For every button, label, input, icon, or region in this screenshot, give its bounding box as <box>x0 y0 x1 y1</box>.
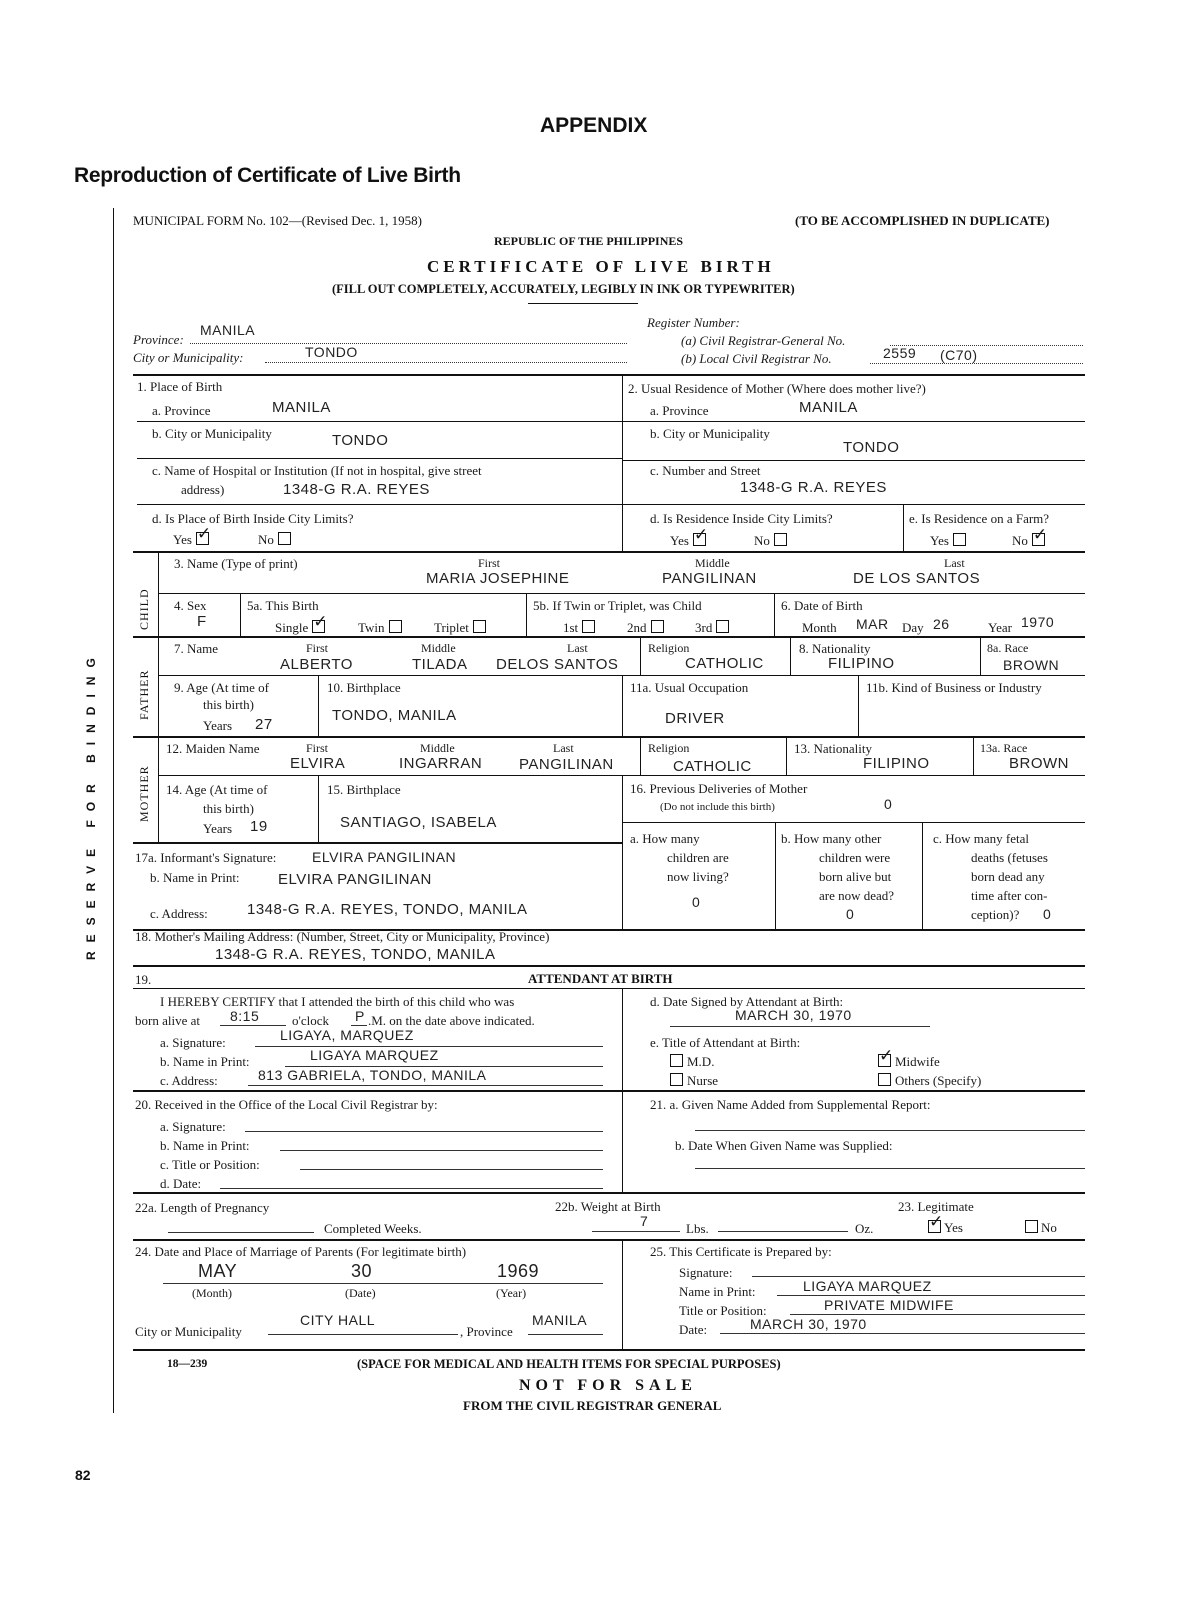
living-label-1: a. How many <box>630 831 700 846</box>
local-registrar-number: 2559 <box>883 345 917 361</box>
father-age-label: 9. Age (At time of <box>174 680 269 695</box>
legitimate-yes-checkbox[interactable] <box>928 1220 941 1233</box>
nurse-option: Nurse <box>670 1073 718 1089</box>
prepared-signature-label: Signature: <box>679 1265 733 1280</box>
dob-year-label: Year <box>988 620 1012 635</box>
previous-deliveries-note: (Do not include this birth) <box>660 801 775 813</box>
pregnancy-length-label: 22a. Length of Pregnancy <box>135 1200 270 1215</box>
pob-province-label: a. Province <box>152 403 211 418</box>
res-inside-no: No <box>754 533 787 549</box>
child-middle-name: PANGILINAN <box>662 570 757 587</box>
marriage-province-label: , Province <box>460 1324 513 1339</box>
sex-label: 4. Sex <box>174 598 207 613</box>
weight-label: 22b. Weight at Birth <box>555 1199 661 1214</box>
father-birthplace-label: 10. Birthplace <box>327 680 401 695</box>
father-name-label: 7. Name <box>174 641 219 656</box>
father-section-label: FATHER <box>137 669 151 720</box>
weight-lbs: 7 <box>640 1213 649 1229</box>
given-name-label: 21. a. Given Name Added from Supplemental Report: <box>650 1097 931 1112</box>
father-years-label: Years <box>203 718 233 733</box>
registrar-date-label: d. Date: <box>160 1176 202 1191</box>
certificate-title: CERTIFICATE OF LIVE BIRTH <box>427 257 775 276</box>
dob-day: 26 <box>933 616 950 632</box>
dead-children-label <box>781 829 894 905</box>
twin-order-label: 5b. If Twin or Triplet, was Child <box>533 598 702 613</box>
instruction: (FILL OUT COMPLETELY, ACCURATELY, LEGIBLY IN INK OR TYPEWRITER) <box>332 282 795 296</box>
res-farm-no-checkbox[interactable] <box>1032 533 1045 546</box>
prepared-date: MARCH 30, 1970 <box>750 1316 867 1332</box>
civil-general-label: (a) Civil Registrar-General No. <box>681 333 846 348</box>
attendant-address-label: c. Address: <box>160 1073 218 1088</box>
nurse-checkbox[interactable] <box>670 1073 683 1086</box>
marriage-city-label: City or Municipality <box>135 1324 242 1339</box>
child-last-name: DE LOS SANTOS <box>853 570 981 587</box>
res-city-label: b. City or Municipality <box>650 426 770 441</box>
res-city-value: TONDO <box>843 439 900 456</box>
res-province-label: a. Province <box>650 403 709 418</box>
marriage-province: MANILA <box>532 1312 588 1328</box>
form-code: 18—239 <box>167 1358 208 1370</box>
mother-religion: CATHOLIC <box>673 758 752 775</box>
attendant-heading: ATTENDANT AT BIRTH <box>528 971 673 986</box>
form-number: MUNICIPAL FORM No. 102—(Revised Dec. 1, 1958) <box>133 213 423 228</box>
fetal-label-4: time after con- <box>971 888 1048 903</box>
father-race-label: 8a. Race <box>987 641 1029 655</box>
father-last-name: DELOS SANTOS <box>496 656 619 673</box>
page-number: 82 <box>75 1467 91 1483</box>
pob-hospital-label-2: address) <box>181 482 225 497</box>
single-checkbox[interactable] <box>312 620 325 633</box>
mother-age-label: 14. Age (At time of <box>166 782 268 797</box>
dob-month: MAR <box>856 616 889 632</box>
res-province-value: MANILA <box>799 399 858 416</box>
attendant-signature-label: a. Signature: <box>160 1035 226 1050</box>
father-first-name: ALBERTO <box>280 656 353 673</box>
dob-label: 6. Date of Birth <box>781 598 863 613</box>
local-registrar-label: (b) Local Civil Registrar No. <box>681 351 832 366</box>
informant-address-label: c. Address: <box>150 906 208 921</box>
res-street-label: c. Number and Street <box>650 463 761 478</box>
born-alive-prefix: born alive at <box>135 1013 200 1028</box>
attendant-name: LIGAYA MARQUEZ <box>310 1047 439 1063</box>
living-children-label <box>630 829 729 886</box>
mother-section-label: MOTHER <box>137 765 151 822</box>
single-option: Single✓ <box>275 620 325 636</box>
city-value: TONDO <box>305 344 358 360</box>
birth-time: 8:15 <box>230 1008 260 1024</box>
previous-deliveries: 0 <box>884 796 893 812</box>
father-race: BROWN <box>1003 657 1060 673</box>
dob-day-label: Day <box>902 620 924 635</box>
mother-age-label-2: this birth) <box>203 801 254 816</box>
attendant-number: 19. <box>135 972 152 987</box>
father-nationality-label: 8. Nationality <box>799 641 871 656</box>
father-birthplace: TONDO, MANILA <box>332 707 457 724</box>
dead-label-4: are now dead? <box>819 888 895 903</box>
mother-race-label: 13a. Race <box>980 741 1028 755</box>
mother-years-label: Years <box>203 821 233 836</box>
second-order-option: 2nd <box>627 620 664 636</box>
res-inside-yes: Yes✓ <box>670 533 706 549</box>
am-pm: P <box>355 1008 365 1024</box>
pob-inside-no-checkbox[interactable] <box>278 532 291 545</box>
not-for-sale: NOT FOR SALE <box>519 1377 697 1394</box>
dead-label-3: born alive but <box>819 869 892 884</box>
registrar-signature-label: a. Signature: <box>160 1119 226 1134</box>
marriage-year: 1969 <box>497 1261 540 1281</box>
pob-city-value: TONDO <box>332 432 389 449</box>
mother-first-name: ELVIRA <box>290 755 346 772</box>
pob-inside-yes-checkbox[interactable] <box>196 532 209 545</box>
marriage-city: CITY HALL <box>300 1312 376 1328</box>
prepared-title: PRIVATE MIDWIFE <box>824 1297 954 1313</box>
appendix-heading: APPENDIX <box>540 114 648 137</box>
father-middle-label: Middle <box>421 641 456 655</box>
mailing-address-label: 18. Mother's Mailing Address: (Number, Street, City or Municipality, Province) <box>135 929 550 944</box>
from-registrar: FROM THE CIVIL REGISTRAR GENERAL <box>463 1398 722 1413</box>
md-option: M.D. <box>670 1054 714 1070</box>
marriage-label: 24. Date and Place of Marriage of Parents (For legitimate birth) <box>135 1244 467 1259</box>
mother-birthplace: SANTIAGO, ISABELA <box>340 814 497 831</box>
mother-middle-label: Middle <box>420 741 455 755</box>
dead-children: 0 <box>846 906 855 922</box>
pob-province-value: MANILA <box>272 399 331 416</box>
residence-label: 2. Usual Residence of Mother (Where does mother live?) <box>628 381 926 396</box>
father-middle-name: TILADA <box>412 656 468 673</box>
prepared-name: LIGAYA MARQUEZ <box>803 1278 932 1294</box>
father-age-label-2: this birth) <box>203 697 254 712</box>
child-middle-label: Middle <box>695 556 730 570</box>
informant-signature: ELVIRA PANGILINAN <box>312 849 457 865</box>
legitimate-no: No <box>1025 1220 1057 1236</box>
mother-name-label: 12. Maiden Name <box>166 741 260 756</box>
informant-address: 1348-G R.A. REYES, TONDO, MANILA <box>247 901 528 918</box>
dead-label-2: children were <box>819 850 891 865</box>
informant-name: ELVIRA PANGILINAN <box>278 871 432 888</box>
mother-religion-label: Religion <box>648 741 690 755</box>
date-signed-label: d. Date Signed by Attendant at Birth: <box>650 994 844 1009</box>
informant-signature-label: 17a. Informant's Signature: <box>135 850 277 865</box>
living-children: 0 <box>692 894 701 910</box>
date-signed: MARCH 30, 1970 <box>735 1007 852 1023</box>
res-farm-yes: Yes <box>930 533 966 549</box>
legitimate-no-checkbox[interactable] <box>1025 1220 1038 1233</box>
father-occupation: DRIVER <box>665 710 725 727</box>
fetal-label-3: born dead any <box>971 869 1045 884</box>
father-first-label: First <box>306 641 329 655</box>
mother-last-label: Last <box>553 741 574 755</box>
local-registrar-code: (C70) <box>940 347 978 363</box>
midwife-checkbox[interactable] <box>878 1054 891 1067</box>
dead-label-1: b. How many other <box>781 831 882 846</box>
previous-deliveries-label: 16. Previous Deliveries of Mother <box>630 781 808 796</box>
res-farm-label: e. Is Residence on a Farm? <box>909 511 1050 526</box>
fetal-label-1: c. How many fetal <box>933 831 1030 846</box>
pob-city-label: b. City or Municipality <box>152 426 272 441</box>
given-date-label: b. Date When Given Name was Supplied: <box>675 1138 893 1153</box>
register-label: Register Number: <box>647 315 740 330</box>
business-label: 11b. Kind of Business or Industry <box>866 680 1042 695</box>
father-religion-label: Religion <box>648 641 690 655</box>
dob-year: 1970 <box>1021 614 1055 630</box>
informant-name-label: b. Name in Print: <box>150 870 240 885</box>
registrar-name-label: b. Name in Print: <box>160 1138 250 1153</box>
prepared-date-label: Date: <box>679 1322 708 1337</box>
mailing-address: 1348-G R.A. REYES, TONDO, MANILA <box>215 946 496 963</box>
marriage-year-label: (Year) <box>496 1286 527 1300</box>
father-religion: CATHOLIC <box>685 655 764 672</box>
legitimate-yes: ✓Yes <box>928 1220 963 1236</box>
child-first-name: MARIA JOSEPHINE <box>426 570 570 587</box>
prepared-label: 25. This Certificate is Prepared by: <box>650 1244 832 1259</box>
child-name-label: 3. Name (Type of print) <box>174 556 298 571</box>
pob-inside-label: d. Is Place of Birth Inside City Limits? <box>152 511 354 526</box>
res-farm-yes-checkbox[interactable] <box>953 533 966 546</box>
prepared-title-label: Title or Position: <box>679 1303 767 1318</box>
legitimate-label: 23. Legitimate <box>898 1199 974 1214</box>
triplet-checkbox[interactable] <box>473 620 486 633</box>
mother-race: BROWN <box>1009 755 1069 772</box>
pob-hospital-label: c. Name of Hospital or Institution (If not in hospital, give street <box>152 463 482 478</box>
place-of-birth-label: 1. Place of Birth <box>137 379 223 394</box>
twin-option: Twin <box>358 620 402 636</box>
attendant-address: 813 GABRIELA, TONDO, MANILA <box>258 1067 487 1083</box>
res-inside-yes-checkbox[interactable] <box>693 533 706 546</box>
living-label-2: children are <box>667 850 729 865</box>
pob-inside-no: No <box>258 532 291 548</box>
first-order-checkbox[interactable] <box>582 620 595 633</box>
third-order-option: 3rd <box>695 620 729 636</box>
triplet-option: Triplet <box>434 620 486 636</box>
child-last-label: Last <box>944 556 965 570</box>
res-farm-no: No✓ <box>1012 533 1045 549</box>
province-label: Province: <box>133 332 184 347</box>
child-first-label: First <box>478 556 501 570</box>
binding-rule <box>113 208 114 1413</box>
mother-middle-name: INGARRAN <box>399 755 483 772</box>
received-label: 20. Received in the Office of the Local Civil Registrar by: <box>135 1097 438 1112</box>
marriage-date-label: (Date) <box>345 1286 376 1300</box>
space-note: (SPACE FOR MEDICAL AND HEALTH ITEMS FOR SPECIAL PURPOSES) <box>357 1357 781 1371</box>
province-value: MANILA <box>200 322 256 338</box>
mother-birthplace-label: 15. Birthplace <box>327 782 401 797</box>
certify-text-2: .M. on the date above indicated. <box>368 1013 535 1028</box>
others-option: Others (Specify) <box>878 1073 981 1089</box>
marriage-month-label: (Month) <box>192 1286 232 1300</box>
res-inside-no-checkbox[interactable] <box>774 533 787 546</box>
attendant-signature: LIGAYA, MARQUEZ <box>280 1027 414 1043</box>
father-last-label: Last <box>567 641 588 655</box>
twin-checkbox[interactable] <box>389 620 402 633</box>
third-order-checkbox[interactable] <box>716 620 729 633</box>
lbs-label: Lbs. <box>686 1221 709 1236</box>
attendant-name-label: b. Name in Print: <box>160 1054 250 1069</box>
md-checkbox[interactable] <box>670 1054 683 1067</box>
duplicate-note: (TO BE ACCOMPLISHED IN DUPLICATE) <box>795 213 1050 228</box>
marriage-day: 30 <box>351 1261 373 1281</box>
mother-first-label: First <box>306 741 329 755</box>
republic: REPUBLIC OF THE PHILIPPINES <box>494 234 684 248</box>
certify-text: I HEREBY CERTIFY that I attended the birth of this child who was <box>160 994 515 1009</box>
child-section-label: CHILD <box>137 588 151 630</box>
fetal-deaths-label <box>933 829 1048 924</box>
city-label: City or Municipality: <box>133 350 244 365</box>
mother-nationality: FILIPINO <box>863 755 930 772</box>
mother-last-name: PANGILINAN <box>519 756 614 773</box>
pob-inside-yes: Yes✓ <box>173 532 209 548</box>
father-nationality: FILIPINO <box>828 655 895 672</box>
sex-value: F <box>197 613 207 630</box>
mother-age: 19 <box>250 818 268 835</box>
second-order-checkbox[interactable] <box>651 620 664 633</box>
mother-nationality-label: 13. Nationality <box>794 741 872 756</box>
first-order-option: 1st <box>563 620 595 636</box>
marriage-month: MAY <box>198 1261 238 1281</box>
attendant-title-label: e. Title of Attendant at Birth: <box>650 1035 801 1050</box>
oclock-text: o'clock <box>292 1013 329 1028</box>
prepared-name-label: Name in Print: <box>679 1284 756 1299</box>
res-street-value: 1348-G R.A. REYES <box>740 479 887 496</box>
living-label-3: now living? <box>667 869 729 884</box>
father-age: 27 <box>255 716 273 733</box>
fetal-label-5: ception)? <box>971 907 1020 922</box>
fetal-label-2: deaths (fetuses <box>971 850 1048 865</box>
others-checkbox[interactable] <box>878 1073 891 1086</box>
fetal-deaths: 0 <box>1043 906 1052 922</box>
binding-margin-text: RESERVE FOR BINDING <box>84 649 98 960</box>
this-birth-label: 5a. This Birth <box>247 598 319 613</box>
registrar-title-label: c. Title or Position: <box>160 1157 260 1172</box>
dob-month-label: Month <box>802 620 837 635</box>
oz-label: Oz. <box>855 1221 874 1236</box>
completed-weeks-label: Completed Weeks. <box>324 1221 422 1236</box>
pob-hospital-value: 1348-G R.A. REYES <box>283 481 430 498</box>
occupation-label: 11a. Usual Occupation <box>630 680 749 695</box>
res-inside-label: d. Is Residence Inside City Limits? <box>650 511 833 526</box>
page-title: Reproduction of Certificate of Live Birth <box>74 164 461 187</box>
midwife-option: ✓ Midwife <box>878 1054 940 1070</box>
